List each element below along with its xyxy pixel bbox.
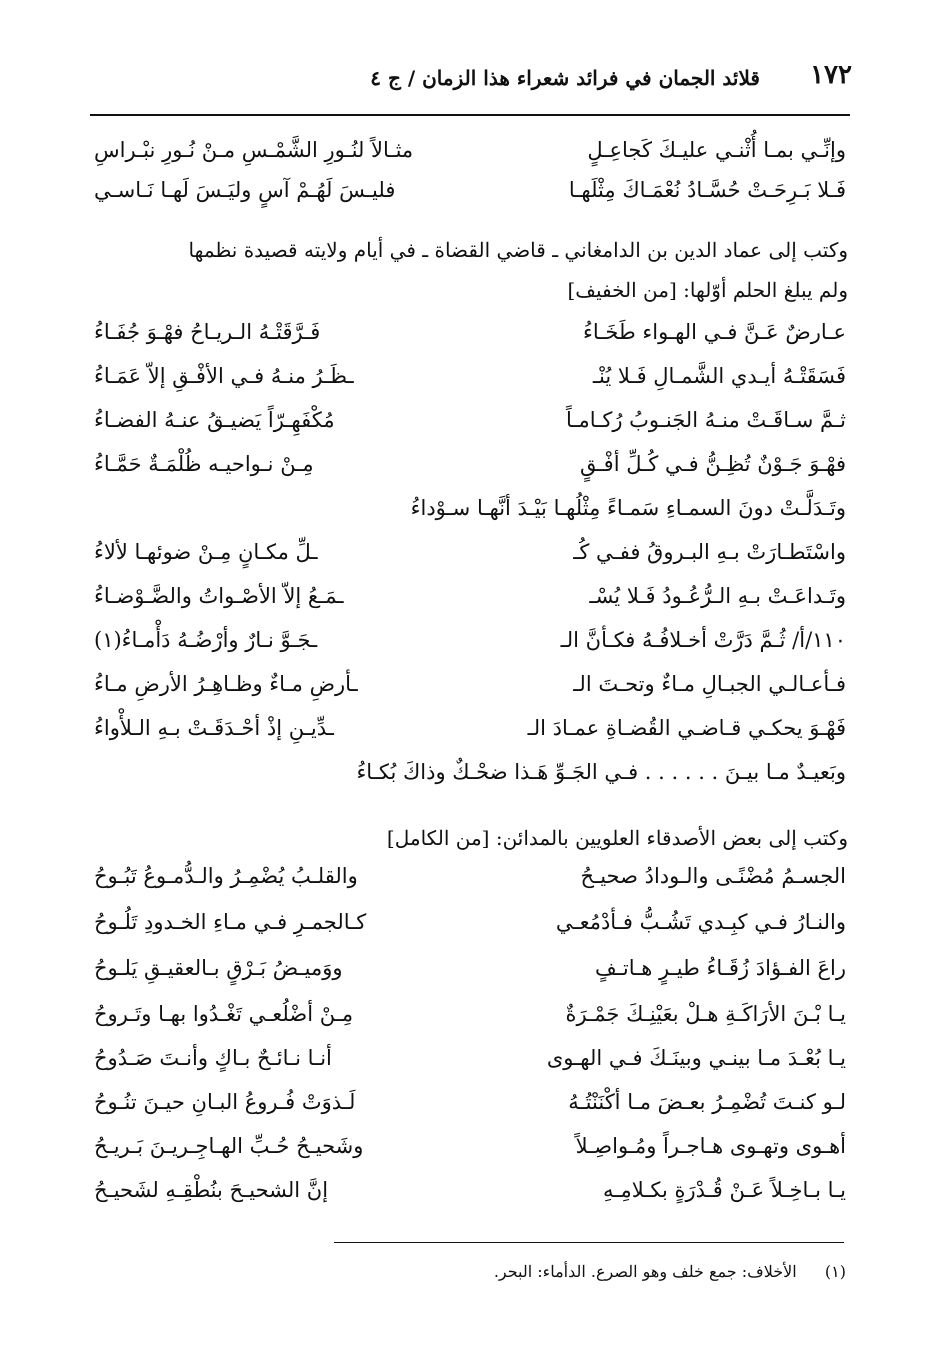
verse-line bbox=[94, 716, 846, 756]
verse-first-hemistich: وإنِّـي بمـا أُثْنـي عليـكَ كَجاعِـلٍ bbox=[587, 138, 846, 162]
verse-line bbox=[94, 584, 846, 624]
verse-second-hemistich: ووَميـضُ بَـرْقٍ بـالعقيـقِ يَلـوحُ bbox=[94, 956, 343, 980]
verse-line bbox=[94, 910, 846, 950]
verse-line bbox=[94, 408, 846, 448]
verse-line bbox=[94, 138, 846, 178]
verse-first-hemistich: راعَ الفـؤادَ زُقَـاءُ طيـرٍ هـاتـفٍ bbox=[594, 956, 846, 980]
footnote-text: الأخلاف: جمع خلف وهو الصرع. الدأماء: البحر. bbox=[493, 1262, 797, 1281]
verse-first-hemistich: ١١٠/أ/ ثُـمَّ دَرَّتْ أخـلافُـهُ فكـأنَّ الـ bbox=[560, 628, 846, 652]
verse-first-hemistich: فَهْـوَ يحكـي قـاضـي القُضـاةِ عمـادَ الـ bbox=[527, 716, 846, 740]
verse-second-hemistich: كـالجمـرِ فـي مـاءِ الخـدودِ تَلُـوحُ bbox=[94, 910, 367, 934]
verse-line bbox=[94, 320, 846, 360]
verse-second-hemistich: ـأرضِ مـاءٌ وظـاهِـرُ الأرضِ مـاءُ bbox=[94, 672, 358, 696]
verse-line bbox=[94, 540, 846, 580]
verse-full-line: وتَـدَلَّـتْ دونَ السمـاءِ سَمـاءً مِثْلُهـا بَيْـدَ أنَّهـا سـوْداءُ bbox=[410, 496, 846, 520]
verse-first-hemistich: فَسَقَتْـهُ أيـدي الشَّمـالِ فَـلا يُنْـ bbox=[592, 364, 846, 388]
verse-line bbox=[94, 1134, 846, 1174]
verse-line bbox=[94, 178, 846, 218]
verse-first-hemistich: واسْتَطـارَتْ بـهِ البـروقُ ففـي كُـ bbox=[573, 540, 846, 564]
verse-first-hemistich: يـا بـاخِـلاً عَـنْ قُـدْرَةٍ بكـلامِـهِ bbox=[603, 1178, 846, 1202]
footnote bbox=[494, 1262, 846, 1281]
footnote-marker: (١) bbox=[824, 1262, 846, 1281]
prose-paragraph bbox=[92, 230, 848, 310]
verse-line-continuous bbox=[94, 760, 846, 800]
verse-first-hemistich: ثـمَّ سـاقَـتْ منـهُ الجَنـوبُ رُكـامـاً bbox=[565, 408, 846, 432]
verse-second-hemistich: وشَحيـحُ حُـبِّ الهـاجِـريـنَ بَـريـحُ bbox=[94, 1134, 364, 1158]
verse-second-hemistich: ـلِّ مكـانٍ مِـنْ ضوئهـا لألاءُ bbox=[94, 540, 318, 564]
prose-line: وكتب إلى بعض الأصدقاء العلويين بالمدائن: [من الكامل] bbox=[386, 826, 848, 850]
verse-first-hemistich: فَـلا بَـرِحَـتْ حُسَّـادُ نُعْمَـاكَ مِثْلَهـا bbox=[568, 178, 846, 202]
verse-line bbox=[94, 864, 846, 904]
verse-second-hemistich: مِـنْ أضْلُعـي تَغْـدُوا بهـا وتَـروحُ bbox=[94, 1002, 354, 1026]
verse-second-hemistich: لَـذوَتْ فُـروعُ البـانِ حيـنَ تنُـوحُ bbox=[94, 1090, 356, 1114]
verse-line bbox=[94, 1090, 846, 1130]
verse-first-hemistich: والنـارُ فـي كبِـدي تَشُـبُّ فـأدْمُعـي bbox=[555, 910, 846, 934]
verse-line bbox=[94, 672, 846, 712]
verse-second-hemistich: والقلـبُ يُضْمِـرُ والـدُّمـوعُ تَبُـوحُ bbox=[94, 864, 358, 888]
verse-line bbox=[94, 628, 846, 668]
verse-line bbox=[94, 1002, 846, 1042]
verse-first-hemistich: الجسـمُ مُضْنًـى والـودادُ صحيـحُ bbox=[580, 864, 846, 888]
running-title: قلائد الجمان في فرائد شعراء هذا الزمان / ج ٤ bbox=[370, 66, 760, 90]
verse-first-hemistich: فـأعـالـي الجبـالِ مـاءٌ وتحـتَ الـ bbox=[573, 672, 846, 696]
footnote-rule bbox=[334, 1242, 844, 1243]
verse-second-hemistich: مُكْفَهِـرّاً يَضيـقُ عنـهُ الفضـاءُ bbox=[94, 408, 335, 432]
verse-line bbox=[94, 364, 846, 404]
verse-first-hemistich: أهـوى وتهـوى هـاجـراً ومُـواصِـلاً bbox=[575, 1134, 846, 1158]
verse-second-hemistich: إنَّ الشحيـحَ بنُطْقِـهِ لشَحيـحُ bbox=[94, 1178, 329, 1202]
page-header bbox=[88, 60, 852, 100]
verse-second-hemistich: ـجَـوَّ نـارٌ وأرْضُـهُ دَأْمـاءُ(١) bbox=[94, 628, 318, 652]
header-rule bbox=[90, 114, 850, 116]
verse-first-hemistich: يـا بْـنَ الأرَاكَـةِ هـلْ بعَيْنِـكَ جَمْـرَةٌ bbox=[565, 1002, 846, 1026]
verse-first-hemistich: لـو كنـتَ تُضْمِـرُ بعـضَ مـا أكْنَنْتُـهُ bbox=[568, 1090, 846, 1114]
verse-line bbox=[94, 956, 846, 996]
verse-first-hemistich: وتَـداعَـتْ بـهِ الـرُّعُـودُ فَـلا يُسْـ bbox=[589, 584, 846, 608]
verse-line bbox=[94, 1046, 846, 1086]
verse-second-hemistich: فَـرَّقَتْـهُ الـريـاحُ فهْـوَ جُفَـاءُ bbox=[94, 320, 321, 344]
verse-second-hemistich: ـدِّيـنِ إذْ أحْـدَقَـتْ بـهِ الـلأْواءُ bbox=[94, 716, 334, 740]
verse-second-hemistich: أنـا نـائـحٌ بـاكٍ وأنـتَ صَـدُوحُ bbox=[94, 1046, 332, 1070]
verse-first-hemistich: يـا بُعْـدَ مـا بينـي وبينَـكَ فـي الهـوى bbox=[546, 1046, 846, 1070]
verse-first-hemistich: فهْـوَ جَـوْنٌ تُظِـنُّ فـي كُـلِّ أفْـقٍ bbox=[580, 452, 846, 476]
verse-second-hemistich: مِـنْ نـواحيـه ظُلْمَـةٌ حَمَّـاءُ bbox=[94, 452, 314, 476]
prose-paragraph bbox=[92, 818, 848, 858]
verse-second-hemistich: مثـالاً لنُـورِ الشَّمْـسِ مـنْ نُـورِ نبْـراسِ bbox=[94, 138, 414, 162]
verse-first-hemistich: عـارضٌ عَـنَّ فـي الهـواء طَخَـاءُ bbox=[583, 320, 846, 344]
verse-second-hemistich: ـظَـرُ منـهُ فـي الأفْـقِ إلاّ عَمَـاءُ bbox=[94, 364, 354, 388]
prose-line: ولم يبلغ الحلم أوّلها: [من الخفيف] bbox=[567, 278, 848, 302]
verse-full-line: وبَعيـدٌ مـا بيـنَ . . . . . . فـي الجَـوِّ هَـذا ضحْـكٌ وذاكَ بُكـاءُ bbox=[356, 760, 846, 784]
verse-line bbox=[94, 1178, 846, 1218]
verse-line bbox=[94, 452, 846, 492]
page-number: ١٧٢ bbox=[810, 60, 852, 90]
verse-second-hemistich: فليـسَ لَهُـمْ آسٍ وليَـسَ لَهـا نَـاسـي bbox=[94, 178, 396, 202]
prose-line: وكتب إلى عماد الدين بن الدامغاني ـ قاضي القضاة ـ في أيام ولايته قصيدة نظمها bbox=[188, 238, 848, 262]
verse-line-continuous bbox=[94, 496, 846, 536]
verse-second-hemistich: ـمَـعُ إلاّ الأصْـواتُ والضَّـوْضـاءُ bbox=[94, 584, 344, 608]
